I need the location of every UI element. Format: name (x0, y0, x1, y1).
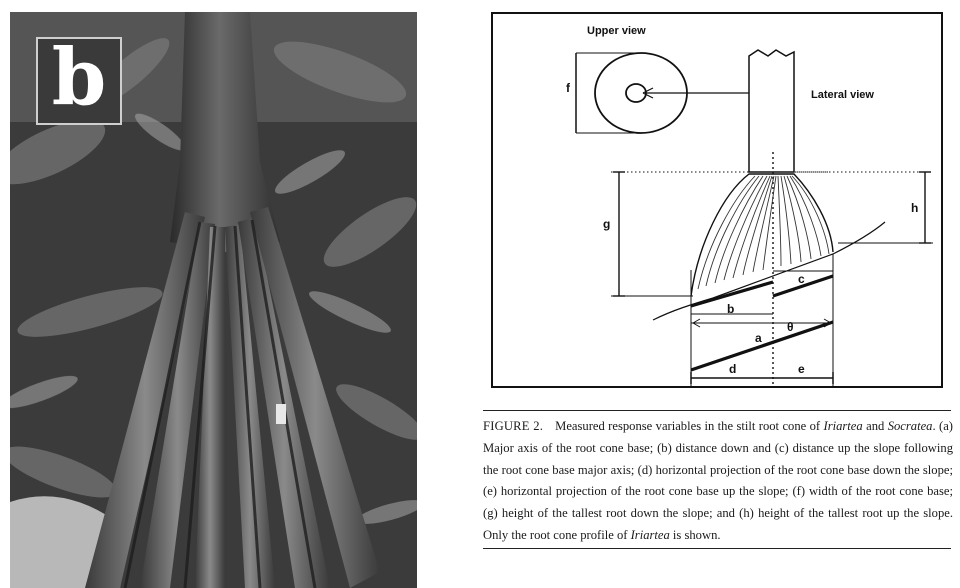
tree-photo (10, 12, 417, 588)
label-b: b (727, 302, 735, 316)
ground-slope-line (653, 222, 885, 320)
caption-genus-socratea: Socratea (887, 419, 933, 433)
caption-rule-bottom (483, 548, 951, 549)
figure-label: FIGURE 2. (483, 419, 544, 433)
trunk-lateral (749, 50, 794, 172)
panel-label-box (36, 32, 122, 125)
root-cone-diagram-drawing (493, 14, 941, 386)
label-f: f (566, 81, 570, 95)
lateral-view-label: Lateral view (811, 89, 874, 101)
caption-text (483, 416, 953, 547)
label-d: d (729, 362, 737, 376)
label-theta: θ (787, 320, 794, 334)
label-g: g (603, 217, 611, 231)
caption-part-2: and (862, 419, 888, 433)
caption-part-4: . (a) Major axis of the root cone base; (b) distance down and (c) distance up the slope following the root cone base major axis; (d) horizontal projection of the root cone base down the slope; (e) horizontal projection of the root cone base up the slope; (f) width of the root cone base; (g) height of the tallest root down the slope; and (h) height of the tallest root up the slope. Only the root cone profile of (483, 419, 953, 542)
label-e: e (798, 362, 805, 376)
segment-a (691, 322, 833, 370)
caption-part-0: Measured response variables in the stilt root cone of (555, 419, 824, 433)
label-a: a (755, 331, 762, 345)
label-h: h (911, 201, 919, 215)
root-cone-outline (691, 174, 833, 296)
figure-caption (483, 416, 953, 547)
upper-view-label: Upper view (587, 25, 646, 37)
caption-genus-iriartea: Iriartea (823, 419, 863, 433)
root-cone-diagram (491, 12, 943, 388)
panel-label: b (51, 32, 107, 123)
caption-genus-iriartea-2: Iriartea (630, 527, 670, 542)
label-c: c (798, 272, 805, 286)
caption-rule-top (483, 410, 951, 411)
caption-part-6: is shown. (669, 527, 721, 542)
